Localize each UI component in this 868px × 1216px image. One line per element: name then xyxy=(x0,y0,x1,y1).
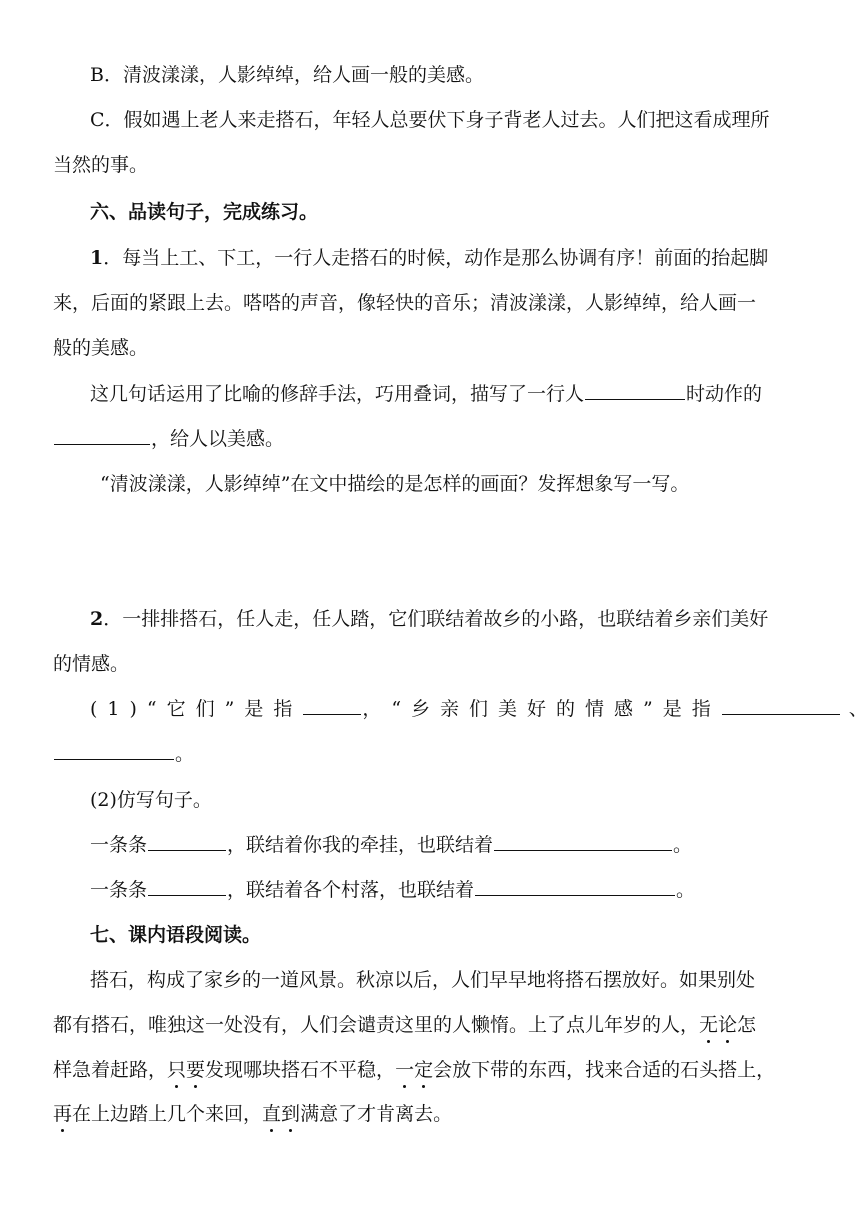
sub1-text-d: 。 xyxy=(175,743,195,765)
imitation-text-b: ，联结着你我的牵挂，也联结着 xyxy=(227,834,494,856)
question-1-line-2: 来，后面的紧跟上去。嗒嗒的声音，像轻快的音乐；清波漾漾，人影绰绰，给人画一 xyxy=(53,292,757,314)
emphasis-dot-char: 一 xyxy=(395,1059,415,1081)
passage-text: 怎 xyxy=(737,1014,757,1036)
fill-text-b: 时动作的 xyxy=(686,383,763,405)
emphasis-text xyxy=(262,1103,300,1125)
imitation-text-a: 一条条 xyxy=(90,834,148,856)
imitation-text-c: 。 xyxy=(676,879,696,901)
answer-blank[interactable] xyxy=(475,877,675,896)
question-2-text: ．一排排搭石，任人走，任人踏，它们联结着故乡的小路，也联结着乡亲们美好 xyxy=(103,608,769,630)
question-2-sub-2: (2)仿写句子。 xyxy=(90,789,212,811)
option-b: B．清波漾漾，人影绰绰，给人画一般的美感。 xyxy=(90,64,484,86)
passage-text: 发现哪块搭石不平稳， xyxy=(205,1059,396,1081)
question-2-sub-1-line-2 xyxy=(53,741,194,767)
emphasis-dot-char: 只 xyxy=(167,1059,187,1081)
sub1-text-a: (1)“它们”是指 xyxy=(90,698,303,720)
question-1-fill-line-2 xyxy=(53,426,284,452)
answer-blank[interactable] xyxy=(303,696,361,715)
question-1-fill-line xyxy=(90,381,762,407)
option-c-line-2: 当然的事。 xyxy=(53,154,149,176)
emphasis-text xyxy=(699,1014,737,1036)
passage-text: 样急着赶路， xyxy=(53,1059,168,1081)
section-6-title: 六、品读句子，完成练习。 xyxy=(90,201,319,223)
passage-line-3 xyxy=(53,1057,775,1083)
imitation-line-2 xyxy=(90,877,695,903)
emphasis-dot-char: 论 xyxy=(718,1014,738,1036)
emphasis-text xyxy=(167,1059,205,1081)
question-2-number: 2 xyxy=(90,608,104,630)
answer-blank[interactable] xyxy=(54,426,150,445)
emphasis-dot-char: 无 xyxy=(699,1014,719,1036)
passage-line-2 xyxy=(53,1012,756,1038)
imitation-text-c: 。 xyxy=(673,834,693,856)
emphasis-dot-char: 到 xyxy=(281,1103,301,1125)
question-1-prompt: “清波漾漾，人影绰绰”在文中描绘的是怎样的画面？发挥想象写一写。 xyxy=(100,473,690,495)
passage-text: 在上边踏上几个来回， xyxy=(72,1103,263,1125)
emphasis-dot-char: 定 xyxy=(414,1059,434,1081)
passage-text: 满意了才肯离去。 xyxy=(300,1103,453,1125)
passage-text: 都有搭石，唯独这一处没有，人们会谴责这里的人懒惰。上了点儿年岁的人， xyxy=(53,1014,700,1036)
passage-line-1: 搭石，构成了家乡的一道风景。秋凉以后，人们早早地将搭石摆放好。如果别处 xyxy=(90,969,756,991)
emphasis-dot-char: 直 xyxy=(262,1103,282,1125)
fill-text-c: ，给人以美感。 xyxy=(151,428,285,450)
answer-blank[interactable] xyxy=(722,696,840,715)
section-7-title: 七、课内语段阅读。 xyxy=(90,924,262,946)
question-2-sub-1 xyxy=(90,696,868,722)
emphasis-text xyxy=(53,1103,72,1125)
answer-blank[interactable] xyxy=(54,741,174,760)
sub1-text-c: 、 xyxy=(848,698,868,720)
emphasis-dot-char: 再 xyxy=(53,1103,73,1125)
fill-text-a: 这几句话运用了比喻的修辞手法，巧用叠词，描写了一行人 xyxy=(90,383,585,405)
answer-blank[interactable] xyxy=(585,381,685,400)
emphasis-text xyxy=(395,1059,433,1081)
answer-blank[interactable] xyxy=(148,832,226,851)
passage-line-4 xyxy=(53,1101,452,1127)
question-2-line-1 xyxy=(90,606,768,632)
answer-blank[interactable] xyxy=(148,877,226,896)
question-1-text: ．每当上工、下工，一行人走搭石的时候，动作是那么协调有序！前面的抬起脚 xyxy=(103,247,769,269)
emphasis-dot-char: 要 xyxy=(186,1059,206,1081)
option-c-line-1: C．假如遇上老人来走搭石，年轻人总要伏下身子背老人过去。人们把这看成理所 xyxy=(90,109,770,131)
question-1-number: 1 xyxy=(90,247,104,269)
imitation-text-b: ，联结着各个村落，也联结着 xyxy=(227,879,475,901)
imitation-line-1 xyxy=(90,832,692,858)
sub1-text-b: ，“乡亲们美好的情感”是指 xyxy=(362,698,721,720)
question-2-line-2: 的情感。 xyxy=(53,653,130,675)
imitation-text-a: 一条条 xyxy=(90,879,148,901)
question-1-line-1 xyxy=(90,245,768,271)
question-1-line-3: 般的美感。 xyxy=(53,337,149,359)
passage-text: 会放下带的东西，找来合适的石头搭上， xyxy=(433,1059,776,1081)
answer-blank[interactable] xyxy=(494,832,672,851)
